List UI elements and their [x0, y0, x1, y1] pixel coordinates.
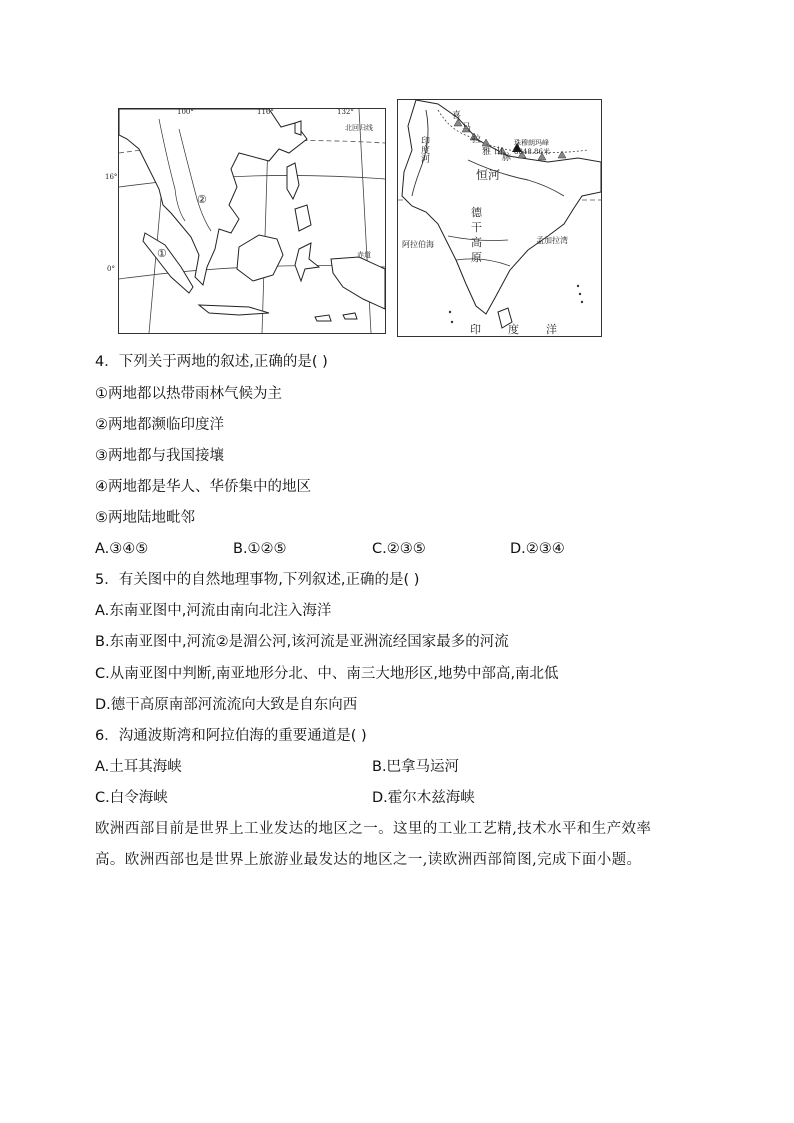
everest-name-label: 珠穆朗玛峰 — [514, 139, 549, 147]
indian-ocean-label-3: 洋 — [546, 323, 557, 336]
question-4-stem: 4．下列关于两地的叙述,正确的是( ) — [95, 354, 328, 370]
deccan-label-4: 原 — [471, 251, 482, 264]
himalaya-label-6: 脉 — [502, 153, 512, 163]
himalaya-label-2: 马 — [462, 123, 472, 133]
question-5-stem: 5．有关图中的自然地理事物,下列叙述,正确的是( ) — [95, 572, 420, 588]
question-4-option-b: B.①②⑤ — [233, 541, 287, 557]
himalaya-label-5: 山 — [494, 147, 504, 157]
lat-label-16: 16° — [105, 173, 118, 181]
question-5-option-d: D.德干高原南部河流流向大致是自东向西 — [95, 697, 358, 713]
southeast-asia-map-drawing — [119, 109, 385, 333]
bay-of-bengal-label: 孟加拉湾 — [536, 236, 568, 245]
indian-ocean-label-2: 度 — [508, 323, 519, 336]
question-4-item-1: ①两地都以热带雨林气候为主 — [95, 386, 282, 402]
question-6-option-c: C.白令海峡 — [95, 790, 168, 806]
lat-label-0: 0° — [107, 265, 115, 273]
indian-ocean-label-1: 印 — [470, 323, 481, 336]
question-5-option-a: A.东南亚图中,河流由南向北注入海洋 — [95, 603, 332, 619]
europe-intro-line-1: 欧洲西部目前是世界上工业发达的地区之一。这里的工业工艺精,技术水平和生产效率 — [95, 821, 652, 837]
question-4-option-c: C.②③⑤ — [372, 541, 426, 557]
arabian-sea-label: 阿拉伯海 — [402, 240, 434, 249]
question-4-option-a: A.③④⑤ — [95, 541, 149, 557]
lon-label-100: 100° — [177, 108, 194, 116]
ganges-river-label: 恒河 — [476, 168, 501, 182]
tropic-of-cancer-label: 北回归线 — [345, 124, 373, 132]
lon-label-132: 132° — [337, 108, 354, 116]
southeast-asia-map — [105, 108, 386, 334]
question-5-option-b: B.东南亚图中,河流②是湄公河,该河流是亚洲流经国家最多的河流 — [95, 634, 509, 650]
deccan-label-3: 高 — [471, 236, 482, 249]
question-4-option-d: D.②③④ — [510, 541, 565, 557]
lon-label-116: 116° — [257, 108, 274, 116]
question-6-stem: 6．沟通波斯湾和阿拉伯海的重要通道是( ) — [95, 728, 367, 744]
europe-intro-line-2: 高。欧洲西部也是世界上旅游业最发达的地区之一,读欧洲西部简图,完成下面小题。 — [95, 852, 642, 868]
question-4-item-2: ②两地都濒临印度洋 — [95, 417, 224, 433]
himalaya-label-1: 喜 — [452, 111, 462, 121]
himalaya-label-3: 拉 — [472, 135, 482, 145]
question-4-item-5: ⑤两地陆地毗邻 — [95, 510, 195, 526]
question-6-option-a: A.土耳其海峡 — [95, 759, 182, 775]
indus-river-label: 印度河 — [419, 136, 429, 163]
deccan-label-2: 干 — [471, 221, 482, 234]
south-asia-map — [397, 99, 602, 337]
everest-height-label: 8848.86米 — [514, 148, 550, 156]
river-label-1: ① — [157, 247, 167, 260]
question-4-item-3: ③两地都与我国接壤 — [95, 448, 224, 464]
question-6-option-d: D.霍尔木兹海峡 — [372, 790, 475, 806]
himalaya-label-4: 雅 — [482, 147, 492, 157]
river-label-2: ② — [197, 193, 207, 206]
question-5-option-c: C.从南亚图中判断,南亚地形分北、中、南三大地形区,地势中部高,南北低 — [95, 666, 559, 682]
deccan-label-1: 德 — [471, 206, 482, 219]
question-4-item-4: ④两地都是华人、华侨集中的地区 — [95, 479, 311, 495]
question-6-option-b: B.巴拿马运河 — [372, 759, 460, 775]
equator-label: 赤道 — [357, 251, 371, 259]
